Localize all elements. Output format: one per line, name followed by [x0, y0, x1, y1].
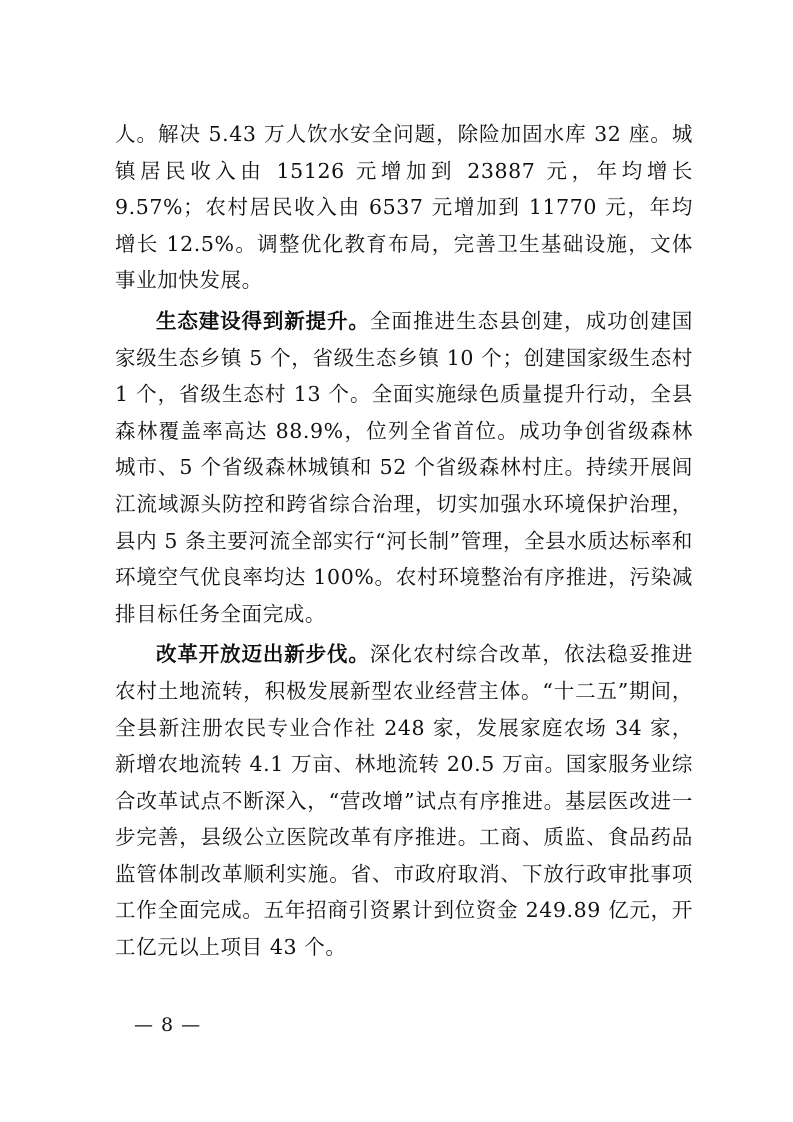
- paragraph-heading: 生态建设得到新提升。: [156, 308, 370, 333]
- page-number: — 8 —: [134, 1014, 202, 1036]
- paragraph-heading: 改革开放迈出新步伐。: [156, 642, 370, 667]
- body-text: [115, 116, 693, 966]
- paragraph-text: 全面推进生态县创建，成功创建国家级生态乡镇 5 个，省级生态乡镇 10 个；创建国家级生态村 1 个，省级生态村 13 个。全面实施绿色质量提升行动，全县森林覆盖率高达 88.9%，位列全省首位。成功争创省级森林城市、5 个省级森林城镇和 52 个省级森林村庄。持续开展闾江流域源头防控和跨省综合治理，切实加强水环境保护治理，县内 5 条主要河流全部实行“河长制”管理，全县水质达标率和环境空气优良率均达 100%。农村环境整治有序推进，污染减排目标任务全面完成。: [115, 308, 694, 626]
- paragraph-ecology: [115, 303, 693, 632]
- paragraph-continued: [115, 116, 693, 299]
- paragraph-text: 深化农村综合改革，依法稳妥推进农村土地流转，积极发展新型农业经营主体。“十二五”期间，全县新注册农民专业合作社 248 家，发展家庭农场 34 家，新增农地流转 4.1 万亩、林地流转 20.5 万亩。国家服务业综合改革试点不断深入，“营改增”试点有序推进。基层医改进一步完善，县级公立医院改革有序推进。工商、质监、食品药品监管体制改革顺利实施。省、市政府取消、下放行政审批事项工作全面完成。五年招商引资累计到位资金 249.89 亿元，开工亿元以上项目 43 个。: [115, 642, 694, 960]
- paragraph-text: 人。解决 5.43 万人饮水安全问题，除险加固水库 32 座。城镇居民收入由 15126 元增加到 23887 元，年均增长 9.57%；农村居民收入由 6537 元增加到 11770 元，年均增长 12.5%。调整优化教育布局，完善卫生基础设施，文体事业加快发展。: [115, 122, 693, 293]
- paragraph-reform: [115, 636, 693, 965]
